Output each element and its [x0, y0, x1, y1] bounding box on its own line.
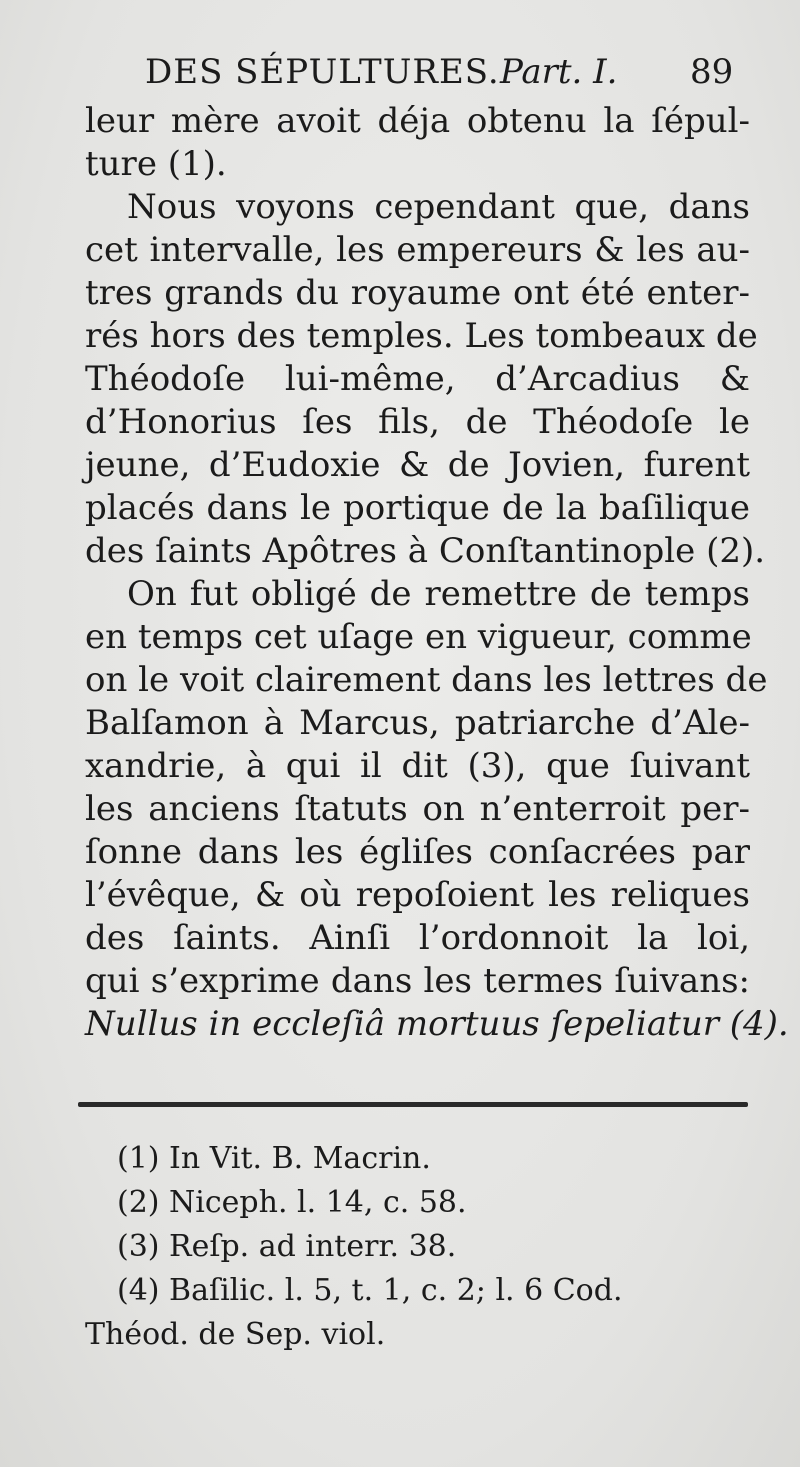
footnote-4-continued: Théod. de Sep. viol.: [85, 1317, 386, 1352]
text-line: les anciens ſtatuts on n’enterroit per-: [85, 789, 750, 829]
text-line: tres grands du royaume ont été enter-: [85, 273, 750, 313]
text-line: rés hors des temples. Les tombeaux de: [85, 316, 758, 356]
text-line: ture (1).: [85, 144, 227, 184]
text-line: On fut obligé de remettre de temps: [127, 574, 750, 614]
running-title: DES SÉPULTURES.: [145, 52, 500, 92]
part-label: Part. I.: [500, 52, 618, 92]
text-line: on le voit clairement dans les lettres de: [85, 660, 768, 700]
footnote-2: (2) Niceph. l. 14, c. 58.: [117, 1185, 467, 1220]
text-line: d’Honorius ſes fils, de Théodoſe le: [85, 402, 750, 442]
text-line-latin-quote: Nullus in eccleſiâ mortuus ſepeliatur (4).: [85, 1004, 789, 1044]
text-line: cet intervalle, les empereurs & les au-: [85, 230, 750, 270]
text-line: leur mère avoit déja obtenu la ſépul-: [85, 101, 750, 141]
text-line: des ſaints Apôtres à Conſtantinople (2).: [85, 531, 766, 571]
text-line: en temps cet uſage en vigueur, comme: [85, 617, 752, 657]
footnote-1: (1) In Vit. B. Macrin.: [117, 1141, 431, 1176]
running-header: [145, 52, 765, 102]
text-line: qui s’exprime dans les termes ſuivans:: [85, 961, 750, 1001]
text-line: Balſamon à Marcus, patriarche d’Ale-: [85, 703, 750, 743]
footnotes: [85, 1137, 755, 1357]
text-line: Théodoſe lui-même, d’Arcadius &: [85, 359, 750, 399]
text-line: placés dans le portique de la baſilique: [85, 488, 750, 528]
text-line: des ſaints. Ainſi l’ordonnoit la loi,: [85, 918, 750, 958]
main-text: [85, 100, 789, 1046]
text-line: l’évêque, & où repoſoient les reliques: [85, 875, 750, 915]
text-line: jeune, d’Eudoxie & de Jovien, furent: [85, 445, 750, 485]
text-line: ſonne dans les égliſes conſacrées par: [85, 832, 750, 872]
text-line: Nous voyons cependant que, dans: [127, 187, 750, 227]
page-number: 89: [690, 52, 734, 92]
footnote-divider: [78, 1102, 748, 1107]
text-line: xandrie, à qui il dit (3), que ſuivant: [85, 746, 750, 786]
footnote-3: (3) Reſp. ad interr. 38.: [117, 1229, 457, 1264]
footnote-4: (4) Baſilic. l. 5, t. 1, c. 2; l. 6 Cod.: [117, 1273, 623, 1308]
